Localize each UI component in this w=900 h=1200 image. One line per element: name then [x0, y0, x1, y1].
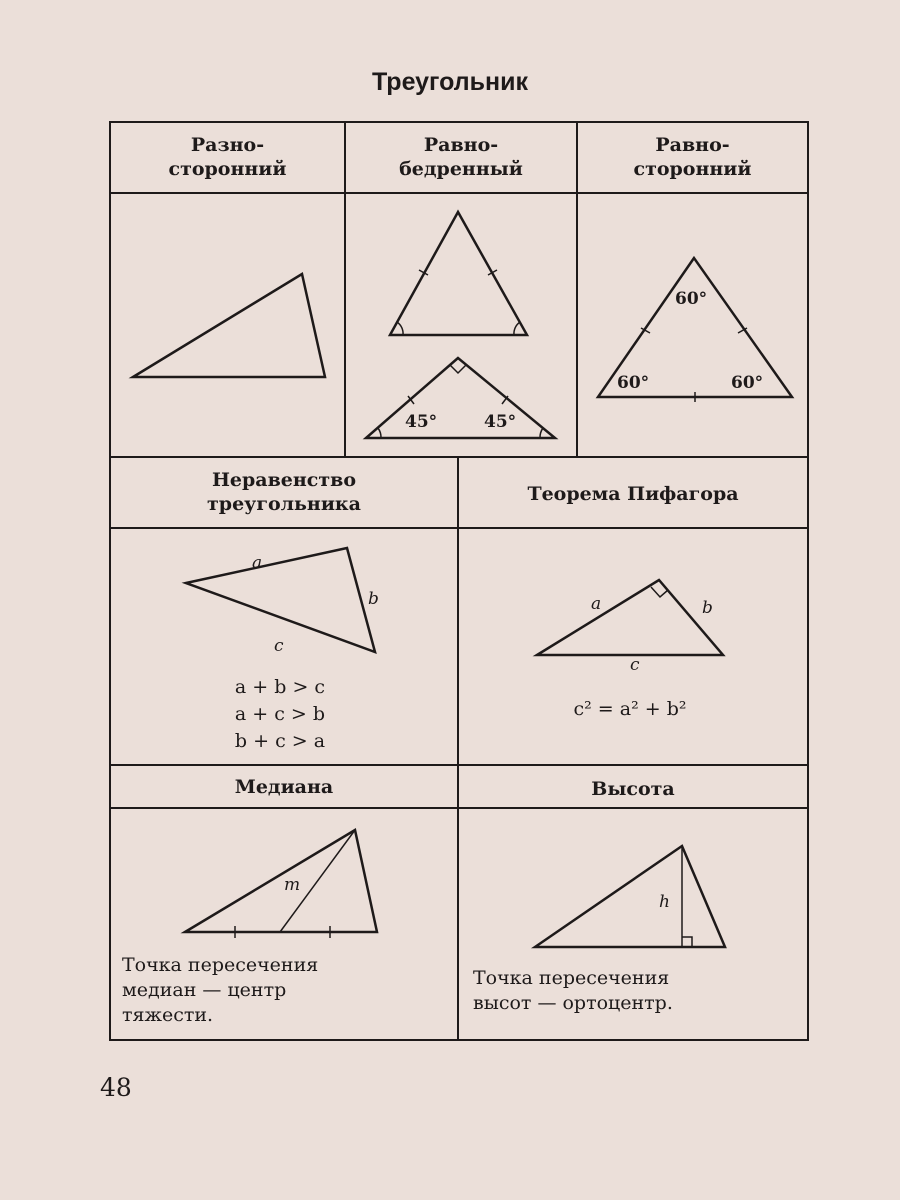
- angle-label: 45°: [484, 412, 517, 432]
- pythagoras-formula: c² = a² + b²: [573, 698, 687, 720]
- table-grid: [110, 122, 808, 1040]
- angle-label: 60°: [675, 289, 708, 309]
- header-scalene: Разно- сторонний: [168, 134, 287, 180]
- page-number: 48: [100, 1073, 132, 1102]
- header-equilateral: Равно- сторонний: [633, 134, 752, 180]
- side-label-c: c: [630, 655, 640, 675]
- altitude-triangle: [535, 846, 725, 947]
- scalene-triangle: [133, 274, 325, 377]
- formula: b + c > a: [234, 730, 326, 752]
- median-description: Точка пересечения медиан — центр тяжести.: [122, 954, 319, 1026]
- side-label-c: c: [274, 636, 284, 656]
- altitude-description: Точка пересечения высот — ортоцентр.: [473, 967, 673, 1014]
- angle-label: 60°: [731, 373, 764, 393]
- header-isosceles: Равно- бедренный: [399, 134, 523, 180]
- altitude-label: h: [659, 892, 670, 912]
- pythagoras-triangle: [537, 580, 723, 655]
- page-title: Треугольник: [371, 68, 529, 96]
- side-label-b: b: [702, 598, 713, 618]
- header-inequality: Неравенство треугольника: [207, 469, 361, 515]
- median-label: m: [284, 875, 301, 895]
- formula: a + c > b: [234, 703, 326, 725]
- median-triangle: [185, 830, 377, 938]
- side-label-b: b: [368, 589, 379, 609]
- side-label-a: a: [591, 594, 602, 614]
- isosceles-triangle: [390, 212, 527, 335]
- header-median: Медиана: [234, 776, 334, 798]
- side-label-a: a: [252, 553, 263, 573]
- header-pythagoras: Теорема Пифагора: [527, 483, 739, 505]
- formula: a + b > c: [234, 676, 326, 698]
- right-isosceles-triangle: [366, 358, 555, 438]
- header-altitude: Высота: [591, 778, 675, 800]
- angle-label: 45°: [405, 412, 438, 432]
- angle-label: 60°: [617, 373, 650, 393]
